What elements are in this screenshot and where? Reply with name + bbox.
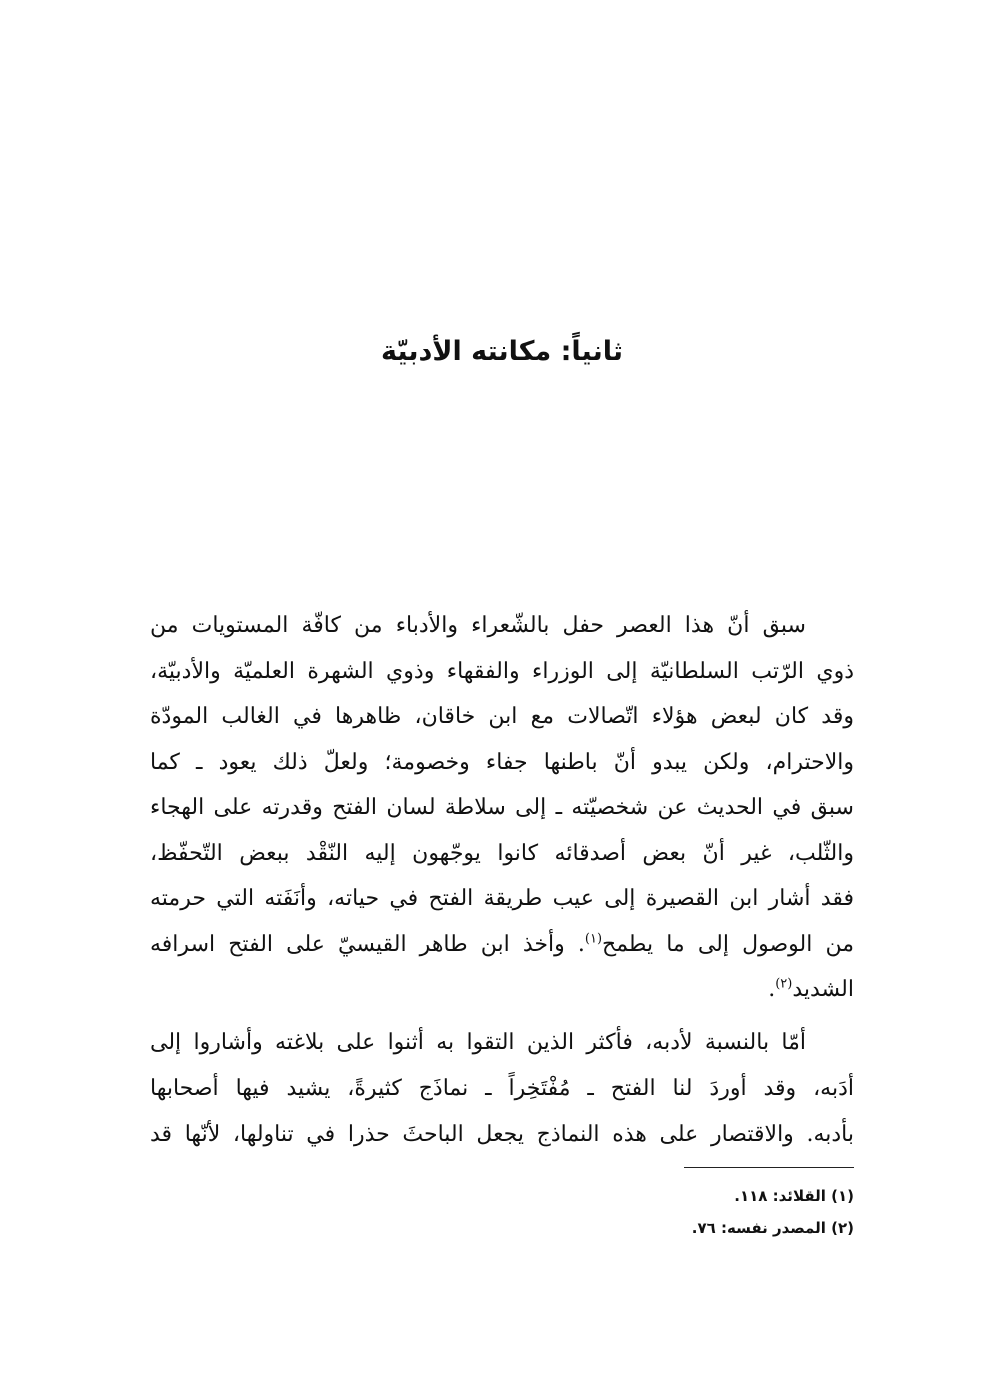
paragraph-2 xyxy=(150,1020,854,1158)
text-line: والاحترام، ولكن يبدو أنّ باطنها جفاء وخصومة؛ ولعلّ ذلك يعود ـ كما xyxy=(150,749,854,775)
text-line: سبق أنّ هذا العصر حفل بالشّعراء والأدباء من كافّة المستويات من xyxy=(150,613,806,638)
text-line: وقد كان لبعض هؤلاء اتّصالات مع ابن خاقان، ظاهرها في الغالب المودّة xyxy=(150,704,854,729)
text-line: فقد أشار ابن القصيرة إلى عيب طريقة الفتح في حياته، وأنَفَته التي حرمته xyxy=(150,886,854,911)
text-line xyxy=(150,967,854,1013)
text-line: أدَبه، وقد أوردَ لنا الفتح ـ مُفْتَخِراً ـ نماذَج كثيرةً، يشيد فيها أصحابها xyxy=(150,1076,854,1101)
page-title: ثانياً: مكانته الأدبيّة xyxy=(380,336,623,367)
footnote-divider xyxy=(684,1167,854,1168)
footnote-ref-1: (١) xyxy=(584,931,603,947)
text-line: بأدبه. والاقتصار على هذه النماذج يجعل الباحثَ حذرا في تناولها، لأنّها قد xyxy=(150,1122,854,1147)
text-segment: . وأخذ ابن طاهر القيسيّ على الفتح اسرافه xyxy=(150,931,585,957)
text-line: سبق في الحديث عن شخصيّته ـ إلى سلاطة لسان الفتح وقدرته على الهجاء xyxy=(150,795,854,820)
text-segment: من الوصول إلى ما يطمح xyxy=(602,931,854,957)
paragraph-1 xyxy=(150,603,854,1013)
footnote-1: (١) القلائد: ١١٨. xyxy=(734,1187,854,1205)
text-line: ذوي الرّتب السلطانيّة إلى الوزراء والفقهاء وذوي الشهرة العلميّة والأدبيّة، xyxy=(150,658,854,684)
text-line: والثّلب، غير أنّ بعض أصدقائه كانوا يوجّهون إليه النّقْد ببعض التّحفّظ، xyxy=(150,840,854,866)
footnote-ref-2: (٢) xyxy=(775,976,793,992)
text-line xyxy=(150,922,854,968)
footnotes xyxy=(454,1180,854,1244)
text-line: أمّا بالنسبة لأدبه، فأكثر الذين التقوا به أثنوا على بلاغته وأشاروا إلى xyxy=(150,1030,806,1055)
text-segment: . xyxy=(768,977,776,1002)
footnote-2: (٢) المصدر نفسه: ٧٦. xyxy=(691,1219,854,1237)
text-segment: الشديد xyxy=(792,977,854,1002)
